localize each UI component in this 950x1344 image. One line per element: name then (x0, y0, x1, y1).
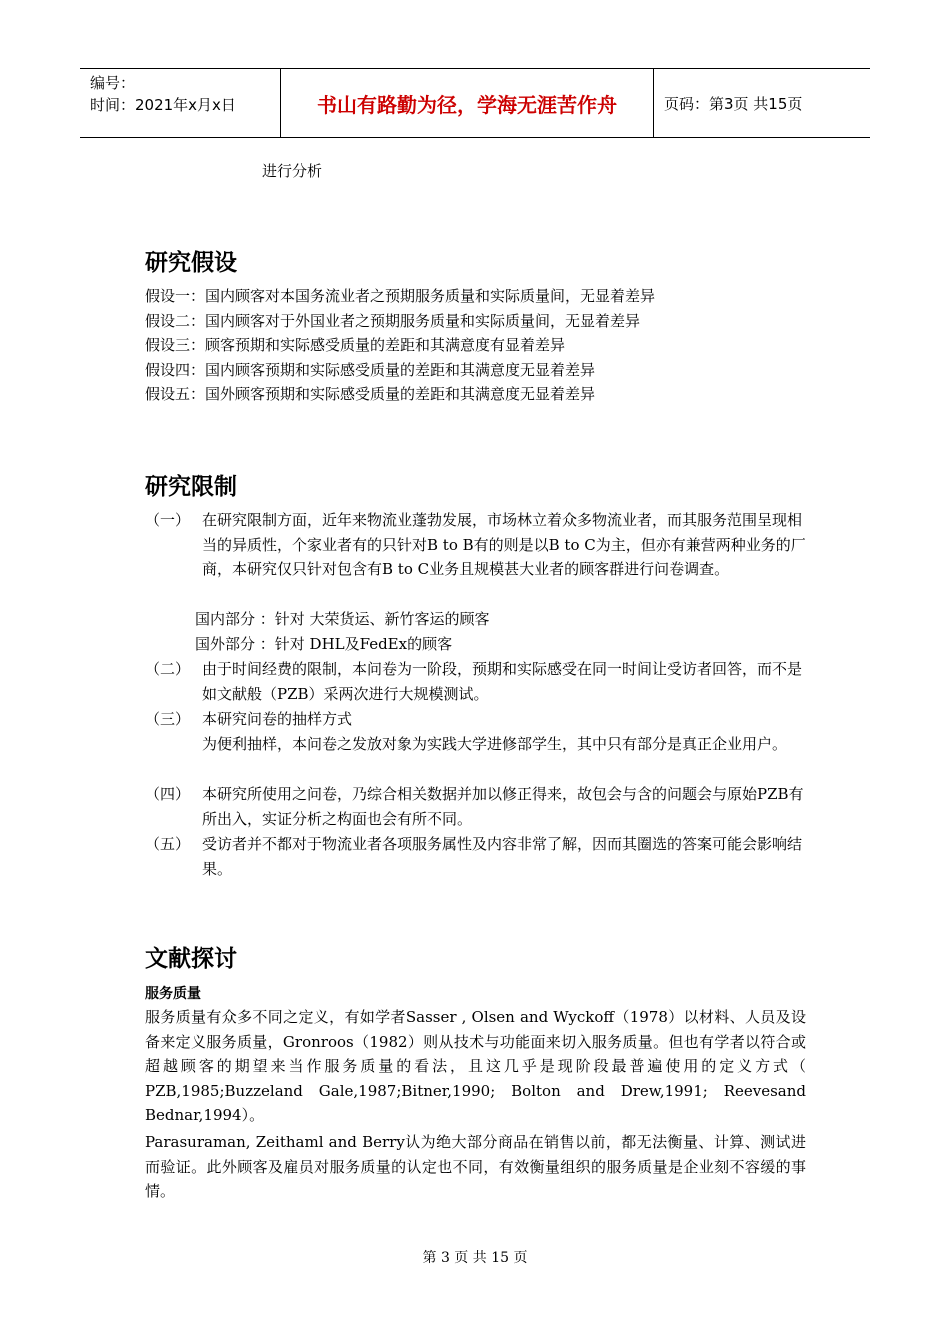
literature-paragraph-1: 服务质量有众多不同之定义，有如学者Sasser , Olsen and Wyckoff（1978）以材料、人员及设备来定义服务质量，Gronroos（1982）则从技术与功能面来切入服务质量。但也有学者以符合或超越顾客的期望来当作服务质量的看法，且这几乎是现阶段最普遍使用的定义方式（ PZB,1985;Buzzeland Gale,1987;Bitner,1990; Bolton and Drew,1991; Reevesand Bednar,1994）。 (145, 1008, 806, 1124)
header-table (80, 68, 870, 138)
continuation-text: 进行分析 (262, 162, 323, 180)
limitation-text: 在研究限制方面，近年来物流业蓬勃发展，市场林立着众多物流业者，而其服务范围呈现相当的异质性，个家业者有的只针对B to B有的则是以B to C为主，但亦有兼营两种业务的厂商，本研究仅只针对包含有B to C业务且规模甚大业者的顾客群进行问卷调查。 (202, 511, 806, 578)
foreign-scope: 国外部分 ：针对 DHL及FedEx的顾客 (195, 635, 453, 653)
limitation-item-3 (145, 707, 815, 756)
hypothesis-item: 假设三：顾客预期和实际感受质量的差距和其满意度有显着差异 (145, 336, 566, 354)
sampling-detail: 为便利抽样，本问卷之发放对象为实践大学进修部学生，其中只有部分是真正企业用户。 (202, 734, 788, 753)
domestic-scope: 国内部分 ：针对 大荣货运、新竹客运的顾客 (195, 610, 490, 628)
limitation-text: 由于时间经费的限制，本问卷为一阶段，预期和实际感受在同一时间让受访者回答，而不是如文献般（PZB）采两次进行大规模测试。 (202, 660, 803, 703)
limitation-number: （二） (145, 660, 191, 678)
literature-paragraph-2: Parasuraman, Zeithaml and Berry认为绝大部分商品在销售以前，都无法衡量、计算、测试进而验证。此外顾客及雇员对服务质量的认定也不同，有效衡量组织的服务质量是企业刻不容缓的事情。 (145, 1133, 806, 1200)
limitation-item-4 (145, 782, 815, 831)
time-label: 时间：2021年x月x日 (90, 96, 236, 114)
number-label: 编号： (90, 74, 136, 92)
hypothesis-item: 假设五：国外顾客预期和实际感受质量的差距和其满意度无显着差异 (145, 385, 596, 403)
limitation-text: 受访者并不都对于物流业者各项服务属性及内容非常了解，因而其圈选的答案可能会影响结果。 (202, 835, 803, 878)
limitation-text: 本研究所使用之问卷，乃综合相关数据并加以修正得来，故包会与含的问题会与原始PZB有所出入，实证分析之构面也会有所不同。 (202, 785, 804, 828)
subheading-service-quality: 服务质量 (145, 986, 201, 1002)
hypotheses-list (145, 284, 655, 407)
header-meta (80, 69, 281, 137)
hypothesis-item: 假设一：国内顾客对本国务流业者之预期服务质量和实际质量间，无显着差异 (145, 287, 656, 305)
limitation-number: （四） (145, 785, 191, 803)
header-page-info: 页码：第3页 共15页 (664, 94, 803, 113)
limitation-number: （五） (145, 835, 191, 853)
hypothesis-item: 假设四：国内顾客预期和实际感受质量的差距和其满意度无显着差异 (145, 360, 596, 379)
page-footer: 第 3 页 共 15 页 (422, 1250, 528, 1266)
limitation-item-5 (145, 832, 815, 881)
limitation-number: （一） (145, 511, 191, 529)
heading-literature: 文献探讨 (145, 946, 237, 972)
limitation-item-1 (145, 508, 815, 582)
limitation-text: 本研究问卷的抽样方式 (202, 710, 353, 728)
header-motto: 书山有路勤为径，学海无涯苦作舟 (281, 69, 654, 137)
heading-limitations: 研究限制 (145, 474, 237, 500)
limitation-number: （三） (145, 710, 191, 728)
heading-hypotheses: 研究假设 (145, 250, 237, 276)
hypothesis-item: 假设二：国内顾客对于外国业者之预期服务质量和实际质量间，无显着差异 (145, 311, 641, 330)
limitation-item-2 (145, 657, 815, 706)
